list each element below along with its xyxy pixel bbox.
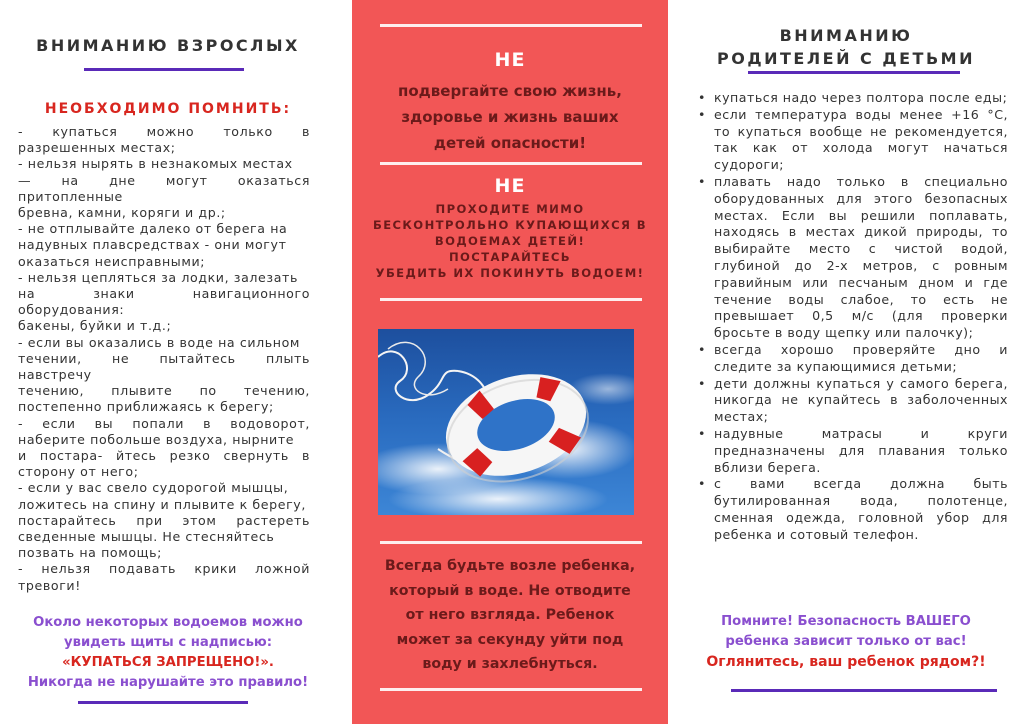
right-heading-underline	[748, 71, 960, 74]
right-bottom-underline	[731, 689, 997, 692]
rule-line: разрешенных местах;	[18, 140, 176, 156]
left-note-line: Никогда не нарушайте это правило!	[27, 675, 309, 690]
rule-line: надувных плавсредствах - они могут	[18, 237, 287, 253]
list-item: • всегда хорошо проверяйте дно и следите за купающимися детьми;	[696, 342, 1008, 376]
divider-line	[380, 298, 642, 301]
rule-line: ложитесь на спину и плывите к берегу,	[18, 496, 306, 512]
list-item: • надувные матрасы и круги предназначены для плавания только вблизи берега.	[696, 426, 1008, 476]
rule-line: навстречу	[18, 367, 92, 383]
middle-bottom-line: от него взгляда. Ребенок	[405, 607, 615, 624]
middle-bottom-line: воду и захлебнуться.	[422, 656, 598, 673]
rule-line: бакены, буйки и т.д.;	[18, 318, 172, 334]
left-panel	[0, 0, 352, 724]
middle-bottom-line: который в воде. Не отводите	[389, 582, 631, 599]
rule-line: постарайтесь при этом растереть	[18, 512, 310, 528]
ne-heading: НЕ	[494, 175, 526, 197]
middle-caps-line: ВОДОЕМАХ ДЕТЕЙ!	[434, 234, 586, 248]
middle-caps-line: УБЕДИТЬ ИХ ПОКИНУТЬ ВОДОЕМ!	[375, 266, 645, 280]
left-heading-underline	[84, 68, 244, 71]
rule-line: - нельзя подавать крики ложной	[18, 561, 310, 577]
rule-line: на знаки навигационного	[18, 286, 310, 302]
rule-line: притопленные	[18, 188, 123, 204]
right-note	[688, 612, 1004, 672]
list-item: • с вами всегда должна быть бутилированная вода, полотенце, сменная одежда, головной убор для ребенка и сотовый телефон.	[696, 476, 1008, 543]
middle-caps-line: ПОСТАРАЙТЕСЬ	[448, 250, 572, 264]
middle-bottom-line: Всегда будьте возле ребенка,	[384, 558, 636, 574]
rule-line: течении, не пытайтесь плыть	[18, 350, 310, 366]
rule-line: оказаться неисправными;	[18, 253, 206, 269]
middle-bottom-text	[362, 554, 658, 677]
right-note-line: ребенка зависит только от вас!	[725, 634, 967, 649]
left-rules-text	[18, 124, 310, 594]
ne-heading: НЕ	[494, 49, 526, 71]
right-note-line: Помните! Безопасность ВАШЕГО	[721, 614, 971, 629]
middle-caps-text	[362, 201, 658, 281]
left-note	[10, 613, 326, 693]
rule-line: - нельзя цепляться за лодки, залезать	[18, 269, 298, 285]
middle-text-1	[362, 78, 658, 156]
right-note-warning: Оглянитесь, ваш ребенок рядом?!	[706, 654, 986, 670]
left-note-line: Около некоторых водоемов можно	[33, 615, 303, 630]
rule-line: постепенно приближаясь к берегу;	[18, 399, 274, 415]
rule-line: бревна, камни, коряги и др.;	[18, 205, 226, 221]
middle-text-line: подвергайте свою жизнь,	[398, 82, 622, 100]
rule-line: наберите побольше воздуха, нырните	[18, 431, 295, 447]
left-subheading: НЕОБХОДИМО ПОМНИТЬ:	[44, 101, 292, 117]
right-heading-line: ВНИМАНИЮ	[779, 26, 913, 45]
middle-bottom-line: может за секунду уйти под	[396, 631, 624, 648]
rule-line: течению, плывите по течению,	[18, 383, 310, 399]
rule-line: - купаться можно только в	[18, 124, 310, 139]
divider-line	[380, 162, 642, 165]
divider-line	[380, 541, 642, 544]
middle-panel	[352, 0, 668, 724]
left-bottom-underline	[78, 701, 248, 704]
right-heading-line: РОДИТЕЛЕЙ С ДЕТЬМИ	[717, 49, 975, 68]
rule-line: сторону от него;	[18, 464, 139, 480]
left-note-line: увидеть щиты с надписью:	[64, 635, 272, 650]
middle-caps-line: ПРОХОДИТЕ МИМО	[435, 202, 585, 216]
list-item: • если температура воды менее +16 °С, то купаться вообще не рекомендуется, так как от холода могут начаться судороги;	[696, 107, 1008, 174]
left-heading: ВНИМАНИЮ ВЗРОСЛЫХ	[36, 36, 300, 55]
rule-line: и постара- йтесь резко свернуть в	[18, 448, 310, 464]
list-item: • дети должны купаться у самого берега, никогда не купайтесь в заболоченных местах;	[696, 376, 1008, 426]
lifebuoy-photo	[378, 329, 634, 515]
rule-line: - если вы оказались в воде на сильном	[18, 334, 301, 350]
rule-line: — на дне могут оказаться	[18, 172, 310, 188]
rule-line: - если вы попали в водоворот,	[18, 415, 310, 431]
rule-line: тревоги!	[18, 577, 81, 593]
middle-text-line: детей опасности!	[433, 134, 587, 152]
parents-rules-list	[696, 90, 1008, 544]
rule-line: - если у вас свело судорогой мышцы,	[18, 480, 289, 496]
rule-line: сведенные мышцы. Не стесняйтесь	[18, 529, 275, 545]
right-heading	[688, 24, 1004, 70]
middle-text-line: здоровье и жизнь ваших	[401, 108, 619, 126]
left-note-warning: «КУПАТЬСЯ ЗАПРЕЩЕНО!».	[62, 655, 274, 670]
rule-line: оборудования:	[18, 302, 125, 318]
rule-line: позвать на помощь;	[18, 545, 162, 561]
divider-line	[380, 24, 642, 27]
list-item: • купаться надо через полтора после еды;	[696, 90, 1008, 107]
list-item: • плавать надо только в специально оборудованных для этого безопасных местах. Если вы решили поплавать, находясь в местах дикой природы, то выбирайте место с чистой водой, глубиной до 2-х метров, с ровным гравийным или песчаным дном и где течение воды слабое, то есть не превышает 0,5 м/с (для проверки бросьте в воду щепку или палочку);	[696, 174, 1008, 342]
rule-line: - не отплывайте далеко от берега на	[18, 221, 288, 237]
divider-line	[380, 688, 642, 691]
rule-line: - нельзя нырять в незнакомых местах	[18, 156, 293, 172]
middle-caps-line: БЕСКОНТРОЛЬНО КУПАЮЩИХСЯ В	[372, 218, 648, 232]
